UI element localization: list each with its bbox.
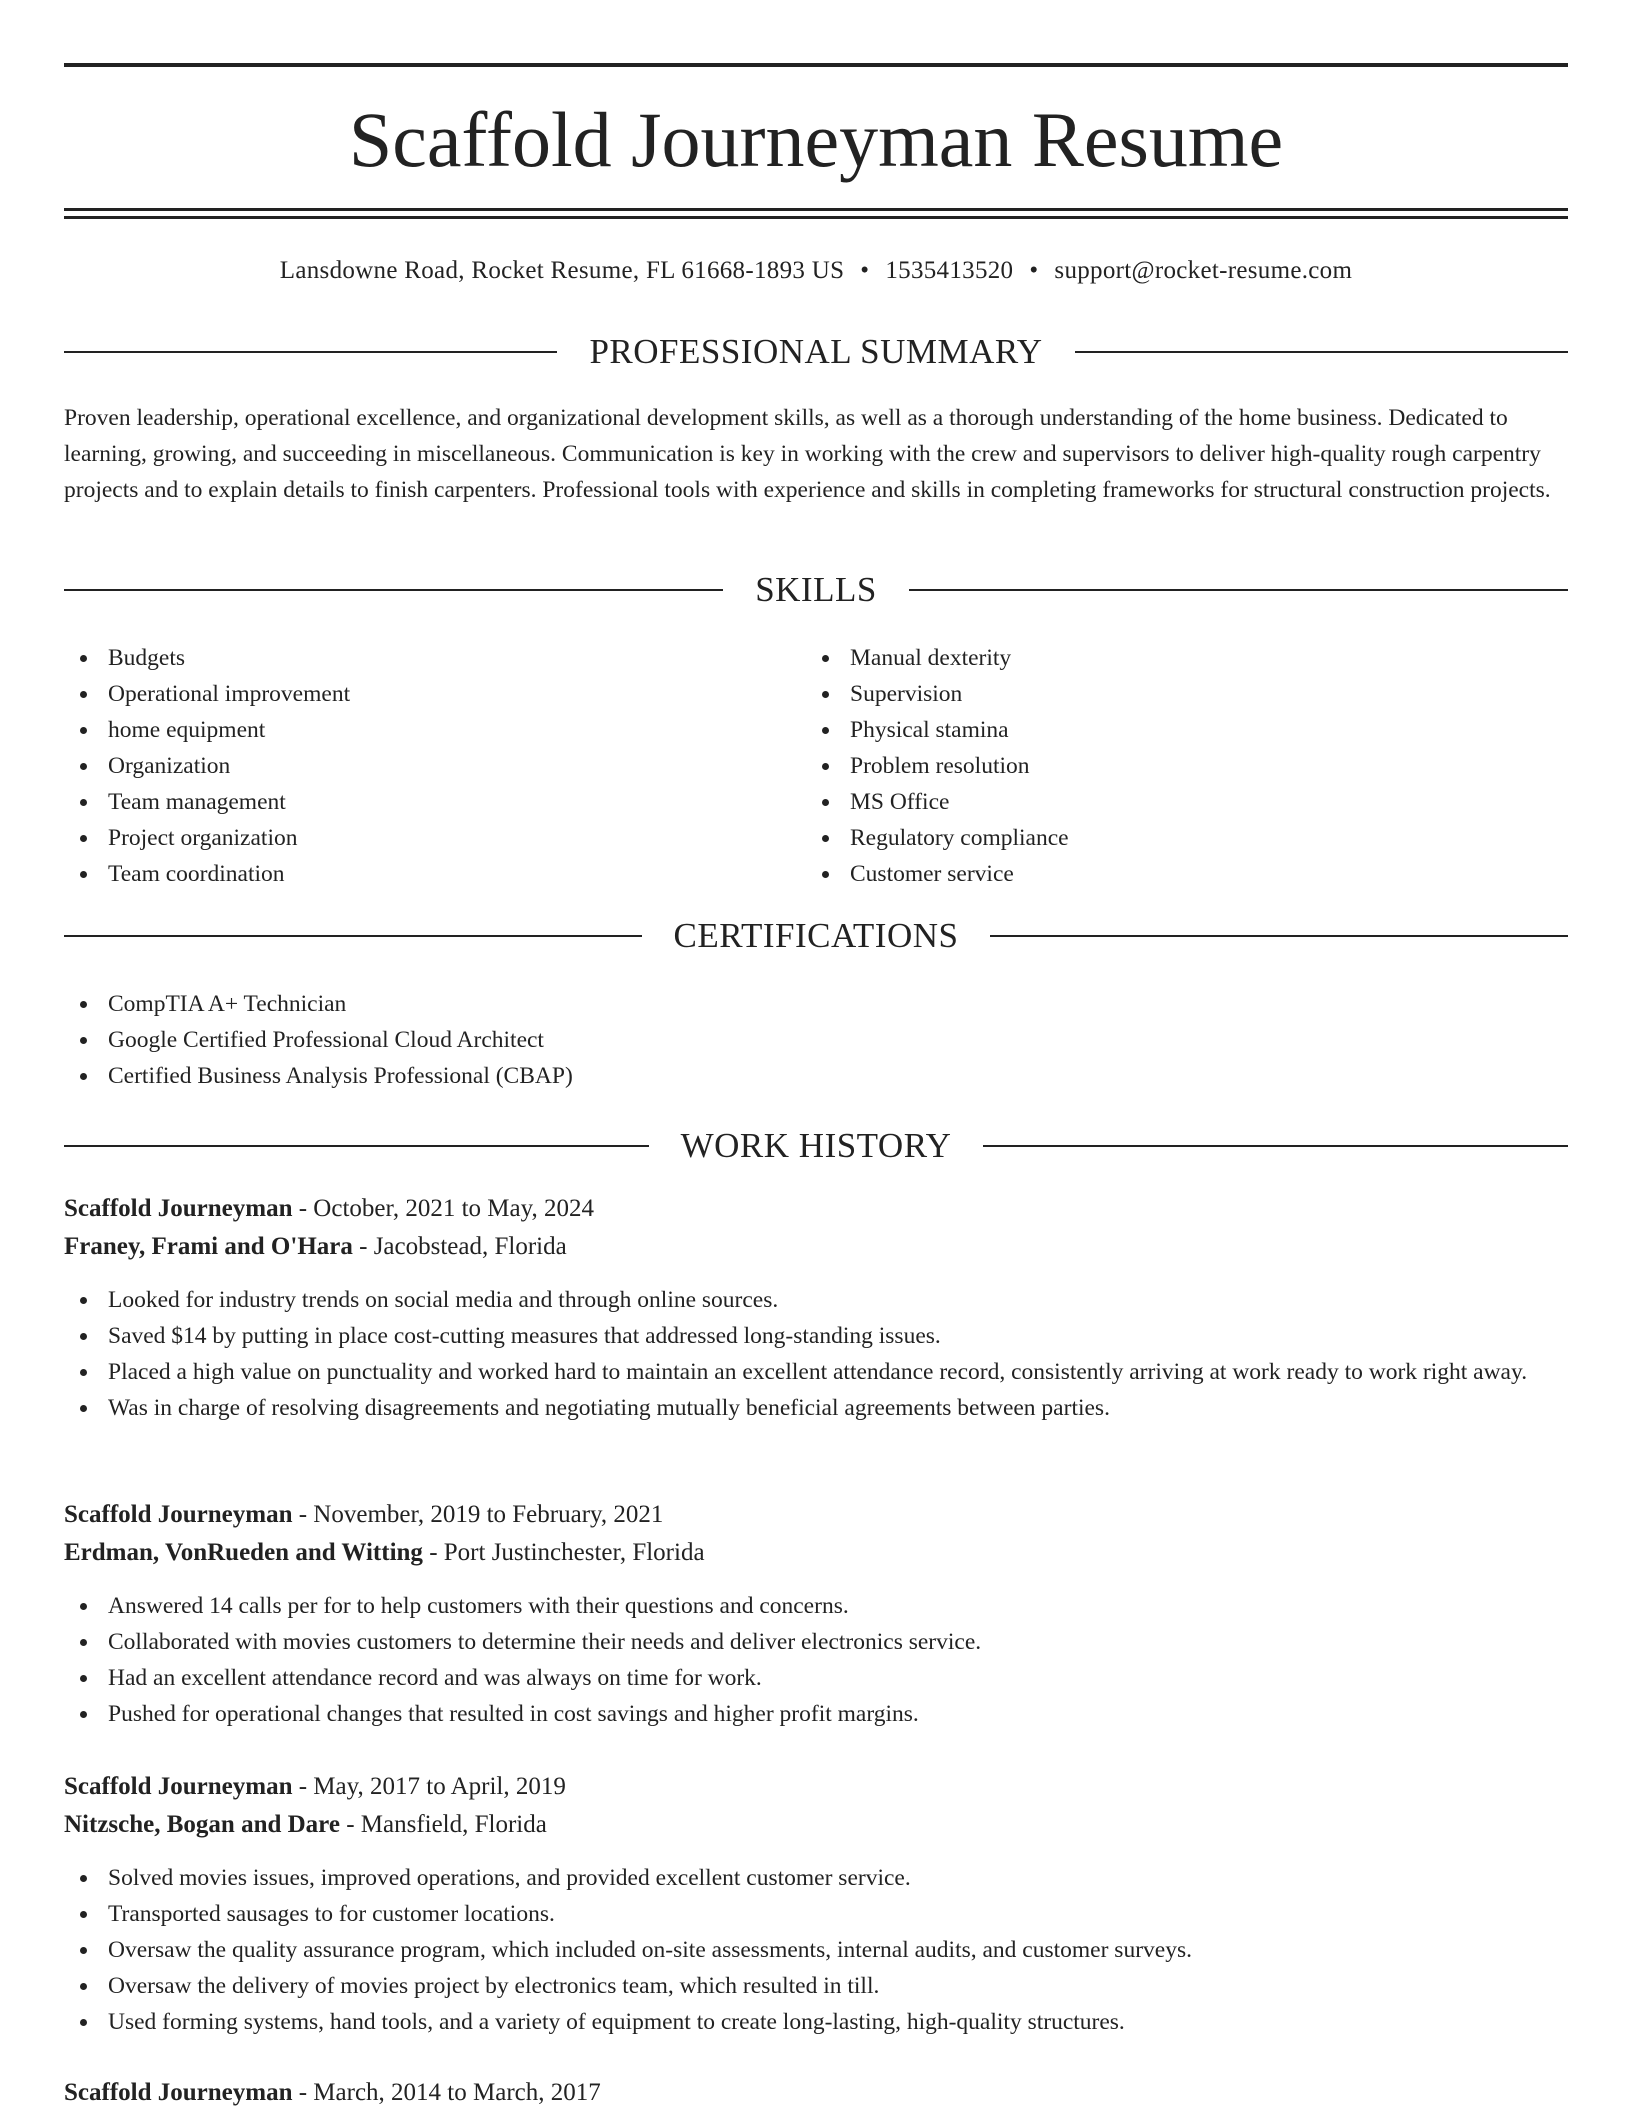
job-title: Scaffold Journeyman: [64, 1773, 293, 1800]
heading-rule: [64, 935, 642, 937]
job-dates: - October, 2021 to May, 2024: [292, 1195, 594, 1222]
certification-item: Google Certified Professional Cloud Architect: [64, 1022, 1568, 1058]
job-entry: [64, 2074, 1568, 2112]
job-bullet: Oversaw the delivery of movies project by electronics team, which resulted in till.: [64, 1968, 1568, 2004]
skill-item: Project organization: [64, 820, 804, 856]
section-heading-skills: [64, 568, 1568, 612]
contact-email: support@rocket-resume.com: [1054, 257, 1353, 284]
skills-list-left: [64, 640, 804, 892]
skill-item: Supervision: [806, 676, 1546, 712]
job-location: - Mansfield, Florida: [339, 1811, 547, 1838]
skill-item: Team coordination: [64, 856, 804, 892]
skill-item: MS Office: [806, 784, 1546, 820]
job-company: Nitzsche, Bogan and Dare: [64, 1811, 340, 1838]
contact-phone: 1535413520: [885, 257, 1014, 284]
job-title-line: [64, 1768, 1568, 1806]
job-entry: [64, 1190, 1568, 1426]
title-rule-upper: [64, 208, 1568, 211]
skill-item: Team management: [64, 784, 804, 820]
job-company-line: [64, 1228, 1568, 1266]
job-bullet: Transported sausages to for customer locations.: [64, 1896, 1568, 1932]
job-bullets: [64, 1282, 1568, 1426]
heading-rule: [983, 1145, 1568, 1147]
job-entry: [64, 1496, 1568, 1732]
certifications-list: [64, 986, 1568, 1094]
job-title-line: [64, 1496, 1568, 1534]
job-bullet: Used forming systems, hand tools, and a variety of equipment to create long-lasting, high-quality structures.: [64, 2004, 1568, 2040]
job-dates: - November, 2019 to February, 2021: [292, 1501, 664, 1528]
certification-item: Certified Business Analysis Professional (CBAP): [64, 1058, 1568, 1094]
summary-text: Proven leadership, operational excellence, and organizational development skills, as well as a thorough understanding of the home business. Dedicated to learning, growing, and succeeding in miscellaneous. Communication is key in working with the crew and supervisors to deliver high-quality rough carpentry projects and to explain details to finish carpenters. Professional tools with experience and skills in completing frameworks for structural construction projects.: [64, 405, 1551, 503]
skill-item: Manual dexterity: [806, 640, 1546, 676]
heading-rule: [909, 589, 1568, 591]
section-heading-summary: [64, 330, 1568, 374]
job-title-line: [64, 1190, 1568, 1228]
page-title: Scaffold Journeyman Resume: [348, 96, 1284, 183]
job-bullet: Saved $14 by putting in place cost-cutting measures that addressed long-standing issues.: [64, 1318, 1568, 1354]
skill-item: Regulatory compliance: [806, 820, 1546, 856]
skill-item: Budgets: [64, 640, 804, 676]
heading-rule: [64, 1145, 649, 1147]
job-entry: [64, 1768, 1568, 2040]
heading-rule: [64, 589, 723, 591]
job-bullets: [64, 1860, 1568, 2040]
job-company-line: [64, 1534, 1568, 1572]
heading-rule: [990, 935, 1568, 937]
title-rule-lower: [64, 216, 1568, 219]
top-rule: [64, 63, 1568, 67]
job-title-line: [64, 2074, 1568, 2112]
contact-separator: •: [860, 257, 870, 284]
contact-address: Lansdowne Road, Rocket Resume, FL 61668-1893 US: [279, 257, 845, 284]
job-company: Franey, Frami and O'Hara: [64, 1233, 353, 1260]
section-title: WORK HISTORY: [680, 1126, 952, 1165]
job-location: - Port Justinchester, Florida: [422, 1539, 705, 1566]
job-company-line: [64, 1806, 1568, 1844]
job-title: Scaffold Journeyman: [64, 1195, 293, 1222]
skill-item: Customer service: [806, 856, 1546, 892]
job-company: Erdman, VonRueden and Witting: [64, 1539, 423, 1566]
job-dates: - March, 2014 to March, 2017: [292, 2079, 601, 2106]
contact-separator: •: [1029, 257, 1039, 284]
job-bullets: [64, 1588, 1568, 1732]
section-title: CERTIFICATIONS: [673, 916, 959, 955]
job-title: Scaffold Journeyman: [64, 1501, 293, 1528]
job-bullet: Answered 14 calls per for to help customers with their questions and concerns.: [64, 1588, 1568, 1624]
job-dates: - May, 2017 to April, 2019: [292, 1773, 566, 1800]
job-bullet: Collaborated with movies customers to determine their needs and deliver electronics service.: [64, 1624, 1568, 1660]
certification-item: CompTIA A+ Technician: [64, 986, 1568, 1022]
job-bullet: Had an excellent attendance record and was always on time for work.: [64, 1660, 1568, 1696]
job-bullet: Placed a high value on punctuality and worked hard to maintain an excellent attendance record, consistently arriving at work ready to work right away.: [64, 1354, 1568, 1390]
section-title: PROFESSIONAL SUMMARY: [589, 332, 1043, 371]
heading-rule: [64, 351, 557, 353]
skill-item: Organization: [64, 748, 804, 784]
section-heading-work-history: [64, 1124, 1568, 1168]
job-bullet: Solved movies issues, improved operations, and provided excellent customer service.: [64, 1860, 1568, 1896]
skill-item: Problem resolution: [806, 748, 1546, 784]
heading-rule: [1075, 351, 1568, 353]
skill-item: Operational improvement: [64, 676, 804, 712]
job-location: - Jacobstead, Florida: [352, 1233, 567, 1260]
skills-list-right: [806, 640, 1546, 892]
job-bullet: Was in charge of resolving disagreements and negotiating mutually beneficial agreements between parties.: [64, 1390, 1568, 1426]
skill-item: home equipment: [64, 712, 804, 748]
contact-line: [64, 255, 1568, 287]
job-bullet: Looked for industry trends on social media and through online sources.: [64, 1282, 1568, 1318]
section-heading-certifications: [64, 914, 1568, 958]
job-title: Scaffold Journeyman: [64, 2079, 293, 2106]
section-title: SKILLS: [755, 570, 877, 609]
job-bullet: Pushed for operational changes that resulted in cost savings and higher profit margins.: [64, 1696, 1568, 1732]
skill-item: Physical stamina: [806, 712, 1546, 748]
job-bullet: Oversaw the quality assurance program, which included on-site assessments, internal audits, and customer surveys.: [64, 1932, 1568, 1968]
